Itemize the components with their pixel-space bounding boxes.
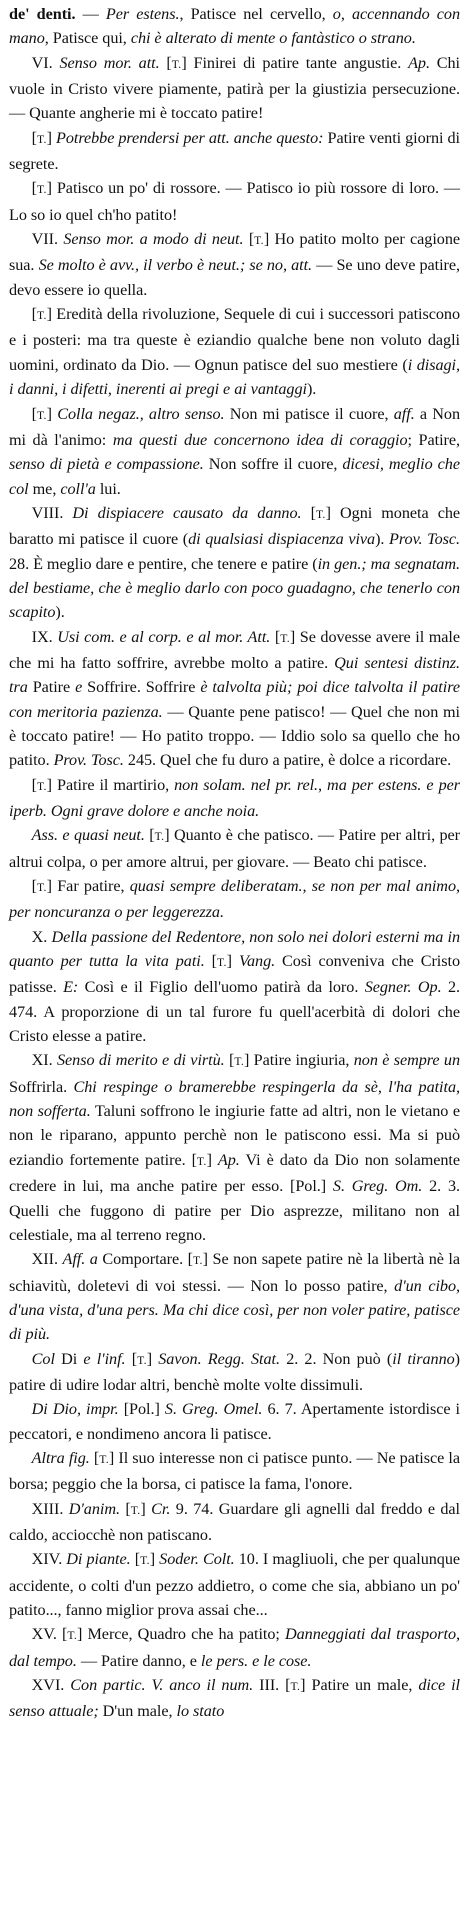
- paragraph-14: XII. Aff. a Comportare. [T.] Se non sapete patire nè la libertà nè la schiavitù, doletevi di voi stessi. — Non lo posso patire, d'un cibo, d'una vista, d'una pers. Ma chi dice così, per non voler patire, patisce di più.: [9, 1250, 461, 1344]
- paragraph-18: XIII. D'anim. [T.] Cr. 9. 74. Guardare gli agnelli dal freddo e dal caldo, acciocchè non patiscano.: [9, 1499, 461, 1544]
- paragraph-16: Di Dio, impr. [Pol.] S. Greg. Omel. 6. 7. Apertamente istordisce i peccatori, e nondimeno ancora li patisce.: [9, 1400, 461, 1443]
- paragraph-19: XIV. Di piante. [T.] Soder. Colt. 10. I magliuoli, che per qualunque accidente, o colti d'un pezzo addietro, o come che sia, abbiano un po' patito..., fanno miglior prova assai che...: [9, 1550, 461, 1619]
- paragraph-4: VII. Senso mor. a modo di neut. [T.] Ho patito molto per cagione sua. Se molto è avv., il verbo è neut.; se no, att. — Se uno deve patire, devo essere io quella.: [9, 230, 461, 299]
- paragraph-11: [T.] Far patire, quasi sempre deliberatam., se non per mal animo, per noncuranza o per leggerezza.: [9, 877, 460, 922]
- paragraph-15: Col Di e l'inf. [T.] Savon. Regg. Stat. 2. 2. Non può (il tiranno) patire di udire lodar altri, benchè molte volte dissimuli.: [9, 1349, 461, 1394]
- paragraph-8: IX. Usi com. e al corp. e al mor. Att. [T.] Se dovesse avere il male che mi ha fatto soffrire, avrebbe molto a patire. Qui sentesi distinz. tra Patire e Soffrire. Soffrire è talvolta più; poi dice talvolta il patire con meritoria pazienza. — Quante pene patisco! — Quel che non mi è toccato patire! — Ho patito troppo. — Iddio solo sa quello che ho patito. Prov. Tosc. 245. Quel che fu duro a patire, è dolce a ricordare.: [9, 627, 460, 770]
- paragraph-12: X. Della passione del Redentore, non solo nei dolori esterni ma in quanto per tutta la vita pati. [T.] Vang. Così conveniva che Cristo patisse. E: Così e il Figlio dell'uomo patirà da loro. Segner. Op. 2. 474. A proporzione di un tal furore fu quell'acerbità di dolori che Cristo elesse a patire.: [9, 927, 461, 1046]
- paragraph-21: XVI. Con partic. V. anco il num. III. [T.] Patire un male, dice il senso attuale; D'un male, lo stato: [9, 1676, 460, 1721]
- paragraph-6: [T.] Colla negaz., altro senso. Non mi patisce il cuore, aff. a Non mi dà l'animo: ma questi due concernono idea di coraggio; Patire, senso di pietà e compassione. Non soffre il cuore, dicesi, meglio che col me, coll'a lui.: [9, 404, 461, 498]
- paragraph-20: XV. [T.] Merce, Quadro che ha patito; Danneggiati dal trasporto, dal tempo. — Patire danno, e le pers. e le cose.: [9, 1625, 460, 1670]
- paragraph-0: de' denti. — Per estens., Patisce nel cervello, o, accennando con mano, Patisce qui, chi è alterato di mente o fantàstico o strano.: [9, 5, 461, 48]
- paragraph-7: VIII. Di dispiacere causato da danno. [T.] Ogni moneta che baratto mi patisce il cuore (di qualsiasi dispiacenza viva). Prov. Tosc. 28. È meglio dare e pentire, che tenere e patire (in gen.; ma segnatam. del bestiame, che è meglio darlo con poco guadagno, che tenerlo con scapito).: [9, 503, 461, 622]
- paragraph-3: [T.] Patisco un po' di rossore. — Patisco io più rossore di loro. — Lo so io quel ch'ho patito!: [9, 179, 460, 224]
- paragraph-2: [T.] Potrebbe prendersi per att. anche questo: Patire venti giorni di segrete.: [9, 128, 460, 174]
- paragraph-10: Ass. e quasi neut. [T.] Quanto è che patisco. — Patire per altri, per altrui colpa, o per amore altrui, per giovare. — Beato chi patisce.: [9, 826, 460, 871]
- paragraph-17: Altra fig. [T.] Il suo interesse non ci patisce punto. — Ne patisce la borsa; peggio che la borsa, ci patisce la fama, l'onore.: [9, 1448, 460, 1494]
- paragraph-5: [T.] Eredità della rivoluzione, Sequele di cui i successori patiscono e i posteri: ma tra queste è eziandio qualche bene non voluto dagli uomini, ordinato da Dio. — Ognun patisce del suo mestiere (i disagi, i danni, i difetti, inerenti ai pregi e ai vantaggi).: [9, 305, 461, 399]
- entry-text: [9, 2, 460, 1724]
- paragraph-9: [T.] Patire il martirio, non solam. nel pr. rel., ma per estens. e per iperb. Ogni grave dolore e anche noia.: [9, 775, 461, 820]
- paragraph-1: VI. Senso mor. att. [T.] Finirei di patire tante angustie. Ap. Chi vuole in Cristo vivere piamente, patirà per la giustizia persecuzione. — Quante angherie mi è toccato patire!: [9, 53, 460, 123]
- paragraph-13: XI. Senso di merito e di virtù. [T.] Patire ingiuria, non è sempre un Soffrirla. Chi respinge o bramerebbe respingerla da sè, l'ha patita, non sofferta. Taluni soffrono le ingiurie fatte ad altri, non le vietano e non le riparano, appunto perchè non le patiscono essi. Ma si può eziandio fortemente patire. [T.] Ap. Vi è dato da Dio non solamente credere in lui, ma anche patire per esso. [Pol.] S. Greg. Om. 2. 3. Quelli che fuggono di patire per Dio asprezze, militano non al celestiale, ma al terreno regno.: [9, 1051, 461, 1244]
